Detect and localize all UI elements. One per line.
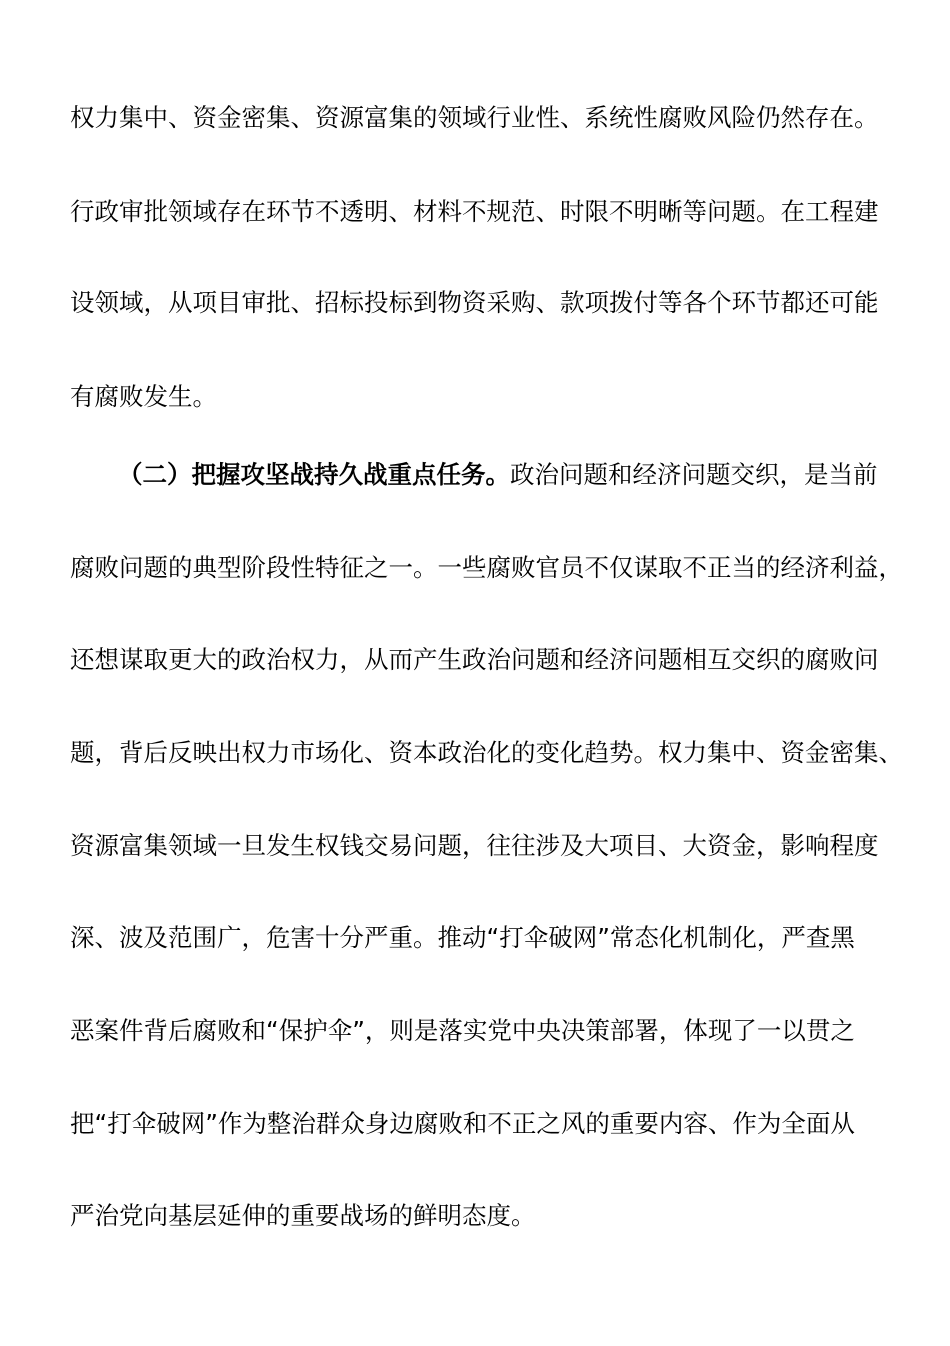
text-line: 严治党向基层延伸的重要战场的鲜明态度。 xyxy=(70,1201,536,1230)
text-line: 有腐败发生。 xyxy=(70,382,217,411)
text-line: 资源富集领域一旦发生权钱交易问题，往往涉及大项目、大资金，影响程度 xyxy=(70,831,879,860)
text-line: 题，背后反映出权力市场化、资本政治化的变化趋势。权力集中、资金密集、 xyxy=(70,738,903,767)
text-line: 把“打伞破网”作为整治群众身边腐败和不正之风的重要内容、作为全面从 xyxy=(70,1109,855,1138)
text-line: 权力集中、资金密集、资源富集的领域行业性、系统性腐败风险仍然存在。 xyxy=(70,103,879,132)
section-heading: （二）把握攻坚战持久战重点任务。 xyxy=(118,460,510,489)
section-heading-line xyxy=(118,455,948,495)
text-line: 设领域，从项目审批、招标投标到物资采购、款项拨付等各个环节都还可能 xyxy=(70,288,879,317)
text-line: 行政审批领域存在环节不透明、材料不规范、时限不明晰等问题。在工程建 xyxy=(70,197,879,226)
section-heading-text: 政治问题和经济问题交织，是当前 xyxy=(510,460,878,489)
text-line: 恶案件背后腐败和“保护伞”，则是落实党中央决策部署，体现了一以贯之 xyxy=(70,1016,855,1045)
text-line: 还想谋取更大的政治权力，从而产生政治问题和经济问题相互交织的腐败问 xyxy=(70,645,879,674)
text-line: 深、波及范围广，危害十分严重。推动“打伞破网”常态化机制化，严查黑 xyxy=(70,923,855,952)
text-line: 腐败问题的典型阶段性特征之一。一些腐败官员不仅谋取不正当的经济利益， xyxy=(70,553,903,582)
